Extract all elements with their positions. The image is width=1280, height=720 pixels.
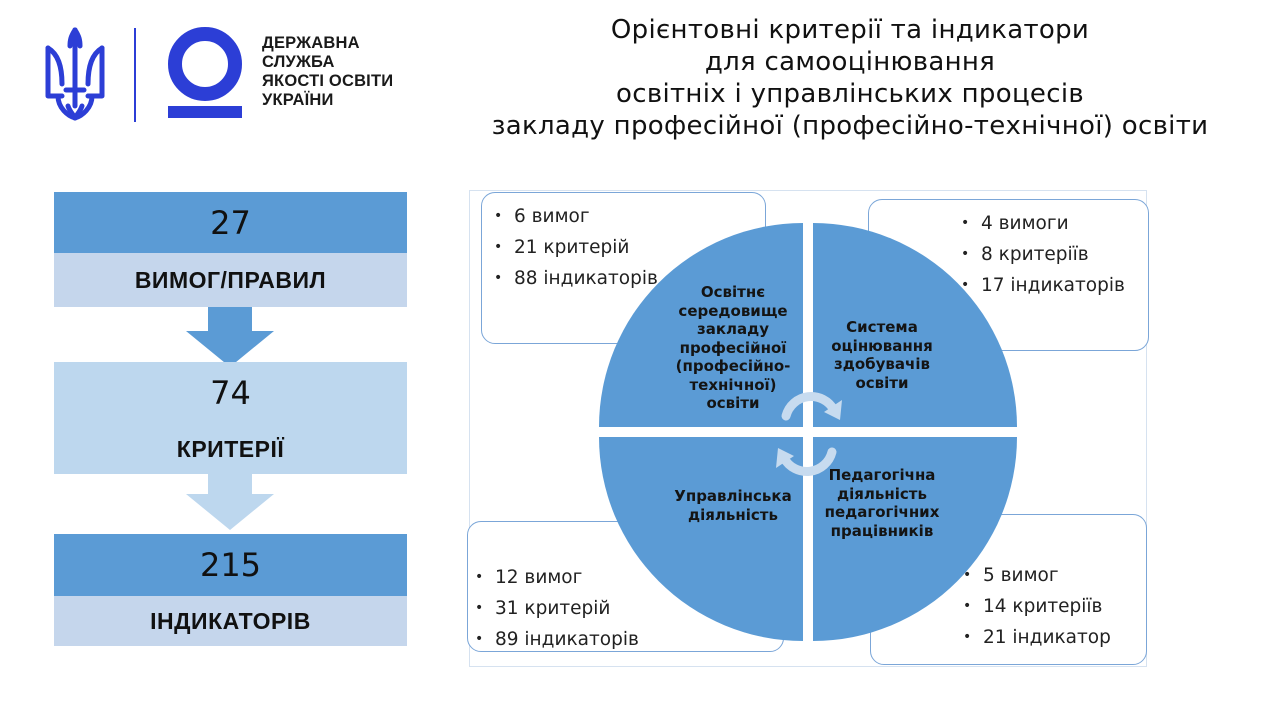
- step-2-label: КРИТЕРІЇ: [176, 435, 285, 462]
- org-name-line: ДЕРЖАВНА: [262, 34, 360, 52]
- bullet-item: • 21 індикатор: [963, 627, 1111, 648]
- bullet-item: • 31 критерій: [475, 598, 611, 619]
- bullet-item: • 12 вимог: [475, 567, 583, 588]
- segment-4-label: Педагогічна діяльність педагогічних працівників: [824, 466, 940, 540]
- segment-2-label: Система оцінювання здобувачів освіти: [831, 318, 933, 392]
- segment-1-label: Освітнє середовище закладу професійної (професійно- технічної) освіти: [675, 283, 791, 412]
- bullet-item: • 89 індикаторів: [475, 629, 639, 650]
- title-line: для самооцінювання: [704, 47, 996, 77]
- step-1-label-box: [54, 253, 407, 307]
- org-name-line: ЯКОСТІ ОСВІТИ: [262, 72, 394, 90]
- step-1-number: 27: [210, 203, 251, 242]
- down-arrow-icon: [186, 307, 274, 367]
- bullet-item: • 8 критеріїв: [961, 244, 1089, 265]
- title-line: освітніх і управлінських процесів: [616, 79, 1084, 109]
- step-3-label: ІНДИКАТОРІВ: [150, 607, 311, 634]
- step-2-label-box: [54, 424, 407, 474]
- step-3-number-box: [54, 534, 407, 596]
- segment-3-label: Управлінська діяльність: [674, 487, 792, 524]
- down-arrow-icon: [186, 474, 274, 530]
- title-line: закладу професійної (професійно-технічної) освіти: [491, 111, 1209, 141]
- org-name-line: СЛУЖБА: [262, 53, 335, 71]
- step-3-label-box: [54, 596, 407, 646]
- quality-ring-logo-icon: [166, 26, 244, 122]
- slide-title: [440, 14, 1260, 142]
- bullet-item: • 4 вимоги: [961, 213, 1069, 234]
- bullet-item: • 17 індикаторів: [961, 275, 1125, 296]
- bullet-item: • 21 критерій: [494, 237, 630, 258]
- logo-divider: [134, 28, 136, 122]
- step-1-label: ВИМОГ/ПРАВИЛ: [134, 266, 327, 293]
- org-name-line: УКРАЇНИ: [262, 91, 334, 109]
- organization-name: [262, 34, 393, 110]
- step-3-number: 215: [199, 546, 262, 584]
- bullet-item: • 88 індикаторів: [494, 268, 658, 289]
- step-1-number-box: [54, 192, 407, 253]
- step-2-number: 74: [210, 374, 251, 412]
- segment-3-shape: [599, 437, 803, 641]
- title-line: Орієнтовні критерії та індикатори: [610, 15, 1090, 45]
- bullet-item: • 5 вимог: [963, 565, 1059, 586]
- bullet-item: • 14 критеріїв: [963, 596, 1103, 617]
- bullet-item: • 6 вимог: [494, 206, 590, 227]
- trident-icon: [44, 26, 106, 122]
- step-2-number-box: [54, 362, 407, 424]
